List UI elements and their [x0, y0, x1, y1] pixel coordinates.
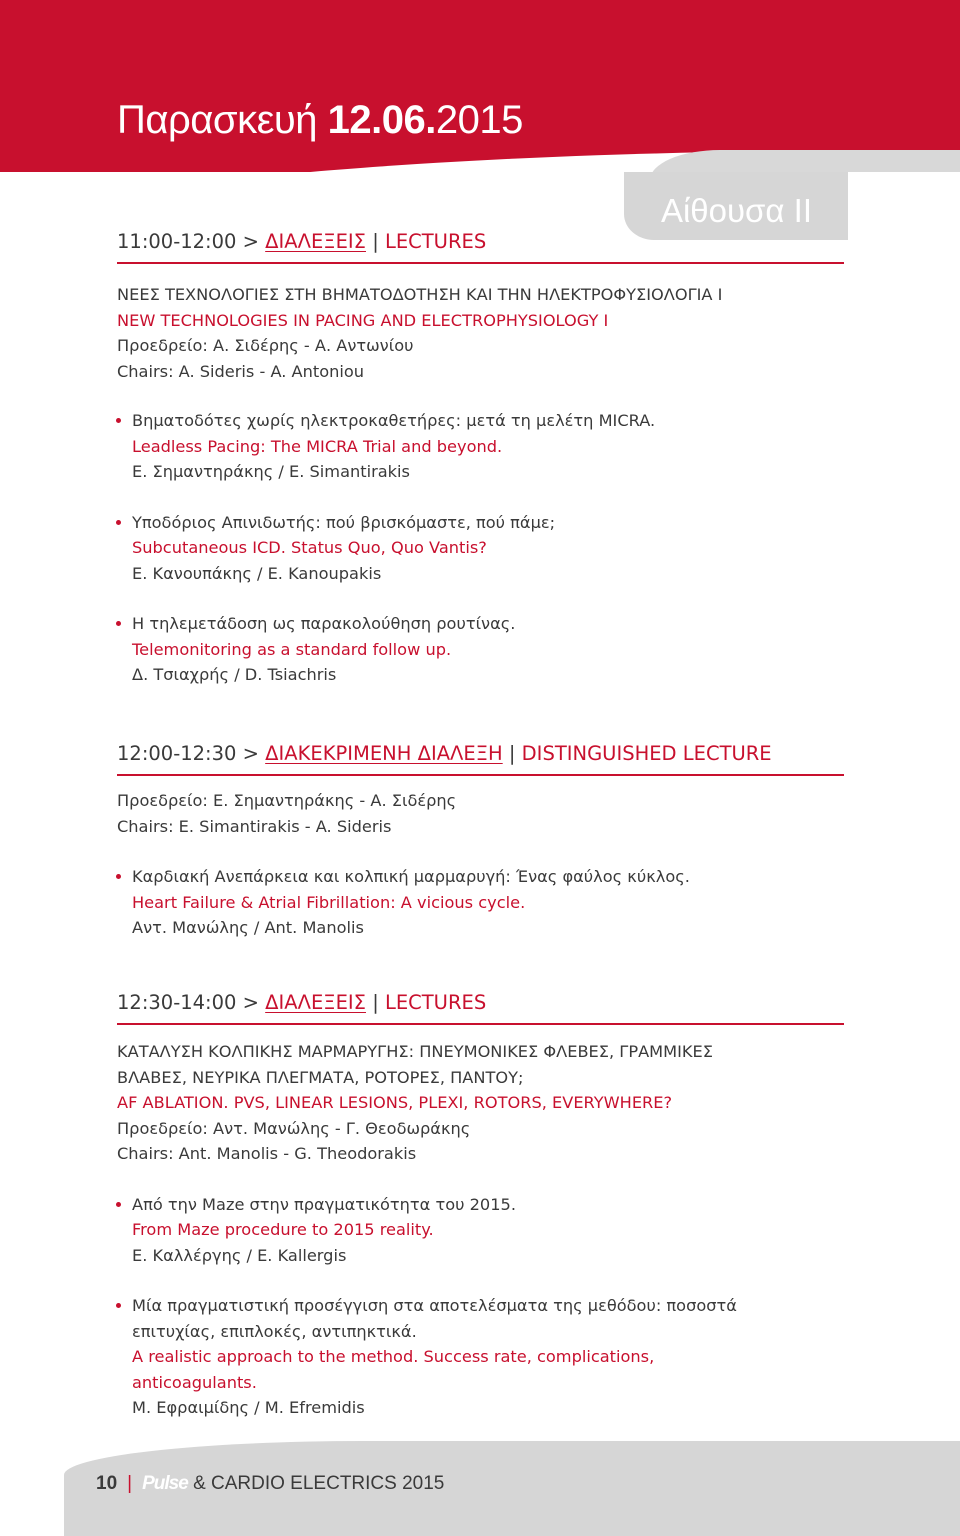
chairs-en: Chairs: Ant. Manolis - G. Theodorakis [117, 1144, 417, 1163]
session-2-header [117, 742, 844, 776]
talk-item [117, 510, 844, 587]
session-type-gr: ΔΙΑΚΕΚΡΙΜΕΝΗ ΔΙΑΛΕΞΗ [265, 742, 503, 765]
separator: | [372, 230, 379, 253]
talk-item [117, 1293, 844, 1421]
talk-item [117, 1192, 844, 1269]
talk-speaker: Δ. Τσιαχρής / D. Tsiachris [132, 665, 337, 684]
talk-title-en: Subcutaneous ICD. Status Quo, Quo Vantis? [132, 538, 487, 557]
session-1-header [117, 230, 844, 264]
footer-bar [64, 1441, 960, 1536]
session-type-gr: ΔΙΑΛΕΞΕΙΣ [265, 230, 366, 253]
talk-title-en: Heart Failure & Atrial Fibrillation: A vicious cycle. [132, 892, 526, 912]
talk-speaker: Ε. Καλλέργης / E. Kallergis [132, 1245, 347, 1265]
talk-title-gr: Η τηλεμετάδοση ως παρακολούθηση ρουτίνας. [132, 614, 516, 633]
session-3 [117, 991, 844, 1421]
talk-title-en: Leadless Pacing: The MICRA Trial and beyond. [132, 436, 503, 456]
talk-title-en: Telemonitoring as a standard follow up. [132, 639, 452, 659]
bullet-icon [116, 1202, 121, 1207]
brand-logo: Pulse [142, 1473, 188, 1494]
talk-item [117, 611, 844, 688]
bullet-icon [116, 874, 121, 879]
bullet-icon [116, 418, 121, 423]
session-time: 12:30-14:00 > [117, 991, 259, 1014]
session-2 [117, 742, 844, 941]
date-bold: 12.06. [327, 98, 436, 142]
talk-title-gr: Από την Maze στην πραγματικότητα του 2015. [132, 1194, 516, 1214]
session-title-gr: ΚΑΤΑΛΥΣΗ ΚΟΛΠΙΚΗΣ ΜΑΡΜΑΡΥΓΗΣ: ΠΝΕΥΜΟΝΙΚΕΣ ΦΛΕΒΕΣ, ΓΡΑΜΜΙΚΕΣ [117, 1042, 713, 1061]
talk-title-gr: επιτυχίας, επιπλοκές, αντιπηκτικά. [132, 1321, 417, 1341]
footer-separator: | [127, 1473, 133, 1494]
event-name: & CARDIO ELECTRICS 2015 [193, 1473, 445, 1494]
session-time: 12:00-12:30 > [117, 742, 259, 765]
page-number: 10 [96, 1473, 118, 1494]
chairs-en: Chairs: E. Simantirakis - A. Sideris [117, 816, 392, 836]
talk-title-en: From Maze procedure to 2015 reality. [132, 1220, 434, 1239]
day-name: Παρασκευή [117, 98, 318, 142]
bullet-icon [116, 1303, 121, 1308]
date-year: 2015 [435, 98, 523, 142]
separator: | [372, 991, 379, 1014]
session-type-en: DISTINGUISHED LECTURE [521, 742, 772, 765]
session-type-en: LECTURES [384, 991, 487, 1014]
session-title-en: AF ABLATION. PVS, LINEAR LESIONS, PLEXI, ROTORS, EVERYWHERE? [117, 1093, 673, 1112]
chairs-gr: Προεδρείο: Ε. Σημαντηράκης - Α. Σιδέρης [117, 791, 457, 810]
session-title-en: NEW TECHNOLOGIES IN PACING AND ELECTROPHYSIOLOGY I [117, 310, 609, 330]
page-title [117, 98, 523, 143]
talk-speaker: Ε. Κανουπάκης / E. Kanoupakis [132, 563, 382, 583]
bullet-icon [116, 520, 121, 525]
chairs-en: Chairs: A. Sideris - A. Antoniou [117, 361, 365, 381]
chairs-gr: Προεδρείο: Αντ. Μανώλης - Γ. Θεοδωράκης [117, 1118, 471, 1138]
room-label: Αίθουσα ΙΙ [660, 192, 812, 229]
separator: | [508, 742, 516, 765]
talk-speaker: Μ. Εφραιμίδης / M. Efremidis [132, 1398, 365, 1417]
talk-speaker: Ε. Σημαντηράκης / E. Simantirakis [132, 462, 410, 481]
talk-item [117, 408, 844, 485]
talk-title-en: anticoagulants. [132, 1372, 257, 1392]
bullet-icon [116, 621, 121, 626]
footer-text [96, 1473, 444, 1495]
session-time: 11:00-12:00 > [117, 230, 259, 253]
talk-title-gr: Υποδόριος Απινιδωτής: πού βρισκόμαστε, πού πάμε; [132, 512, 556, 532]
talk-title-gr: Μία πραγματιστική προσέγγιση στα αποτελέσματα της μεθόδου: ποσοστά [132, 1296, 737, 1315]
talk-speaker: Αντ. Μανώλης / Ant. Manolis [132, 918, 364, 937]
chairs-gr: Προεδρείο: Α. Σιδέρης - Α. Αντωνίου [117, 336, 414, 355]
header-banner [0, 0, 960, 172]
header-gray-strip [650, 150, 960, 172]
talk-item [117, 864, 844, 941]
talk-title-gr: Καρδιακή Ανεπάρκεια και κολπική μαρμαρυγή: Ένας φαύλος κύκλος. [132, 867, 690, 886]
talk-title-gr: Βηματοδότες χωρίς ηλεκτροκαθετήρες: μετά τη μελέτη MICRA. [132, 411, 656, 430]
session-title-gr: ΒΛΑΒΕΣ, ΝΕΥΡΙΚΑ ΠΛΕΓΜΑΤΑ, ΡΟΤΟΡΕΣ, ΠΑΝΤΟΥ; [117, 1067, 524, 1087]
talk-title-en: A realistic approach to the method. Success rate, complications, [132, 1347, 655, 1366]
session-3-header [117, 991, 844, 1025]
session-type-gr: ΔΙΑΛΕΞΕΙΣ [265, 991, 366, 1014]
session-title-gr: ΝΕΕΣ ΤΕΧΝΟΛΟΓΙΕΣ ΣΤΗ ΒΗΜΑΤΟΔΟΤΗΣΗ ΚΑΙ ΤΗΝ ΗΛΕΚΤΡΟΦΥΣΙΟΛΟΓΙΑ Ι [117, 285, 723, 304]
session-1 [117, 230, 844, 688]
session-type-en: LECTURES [384, 230, 487, 253]
